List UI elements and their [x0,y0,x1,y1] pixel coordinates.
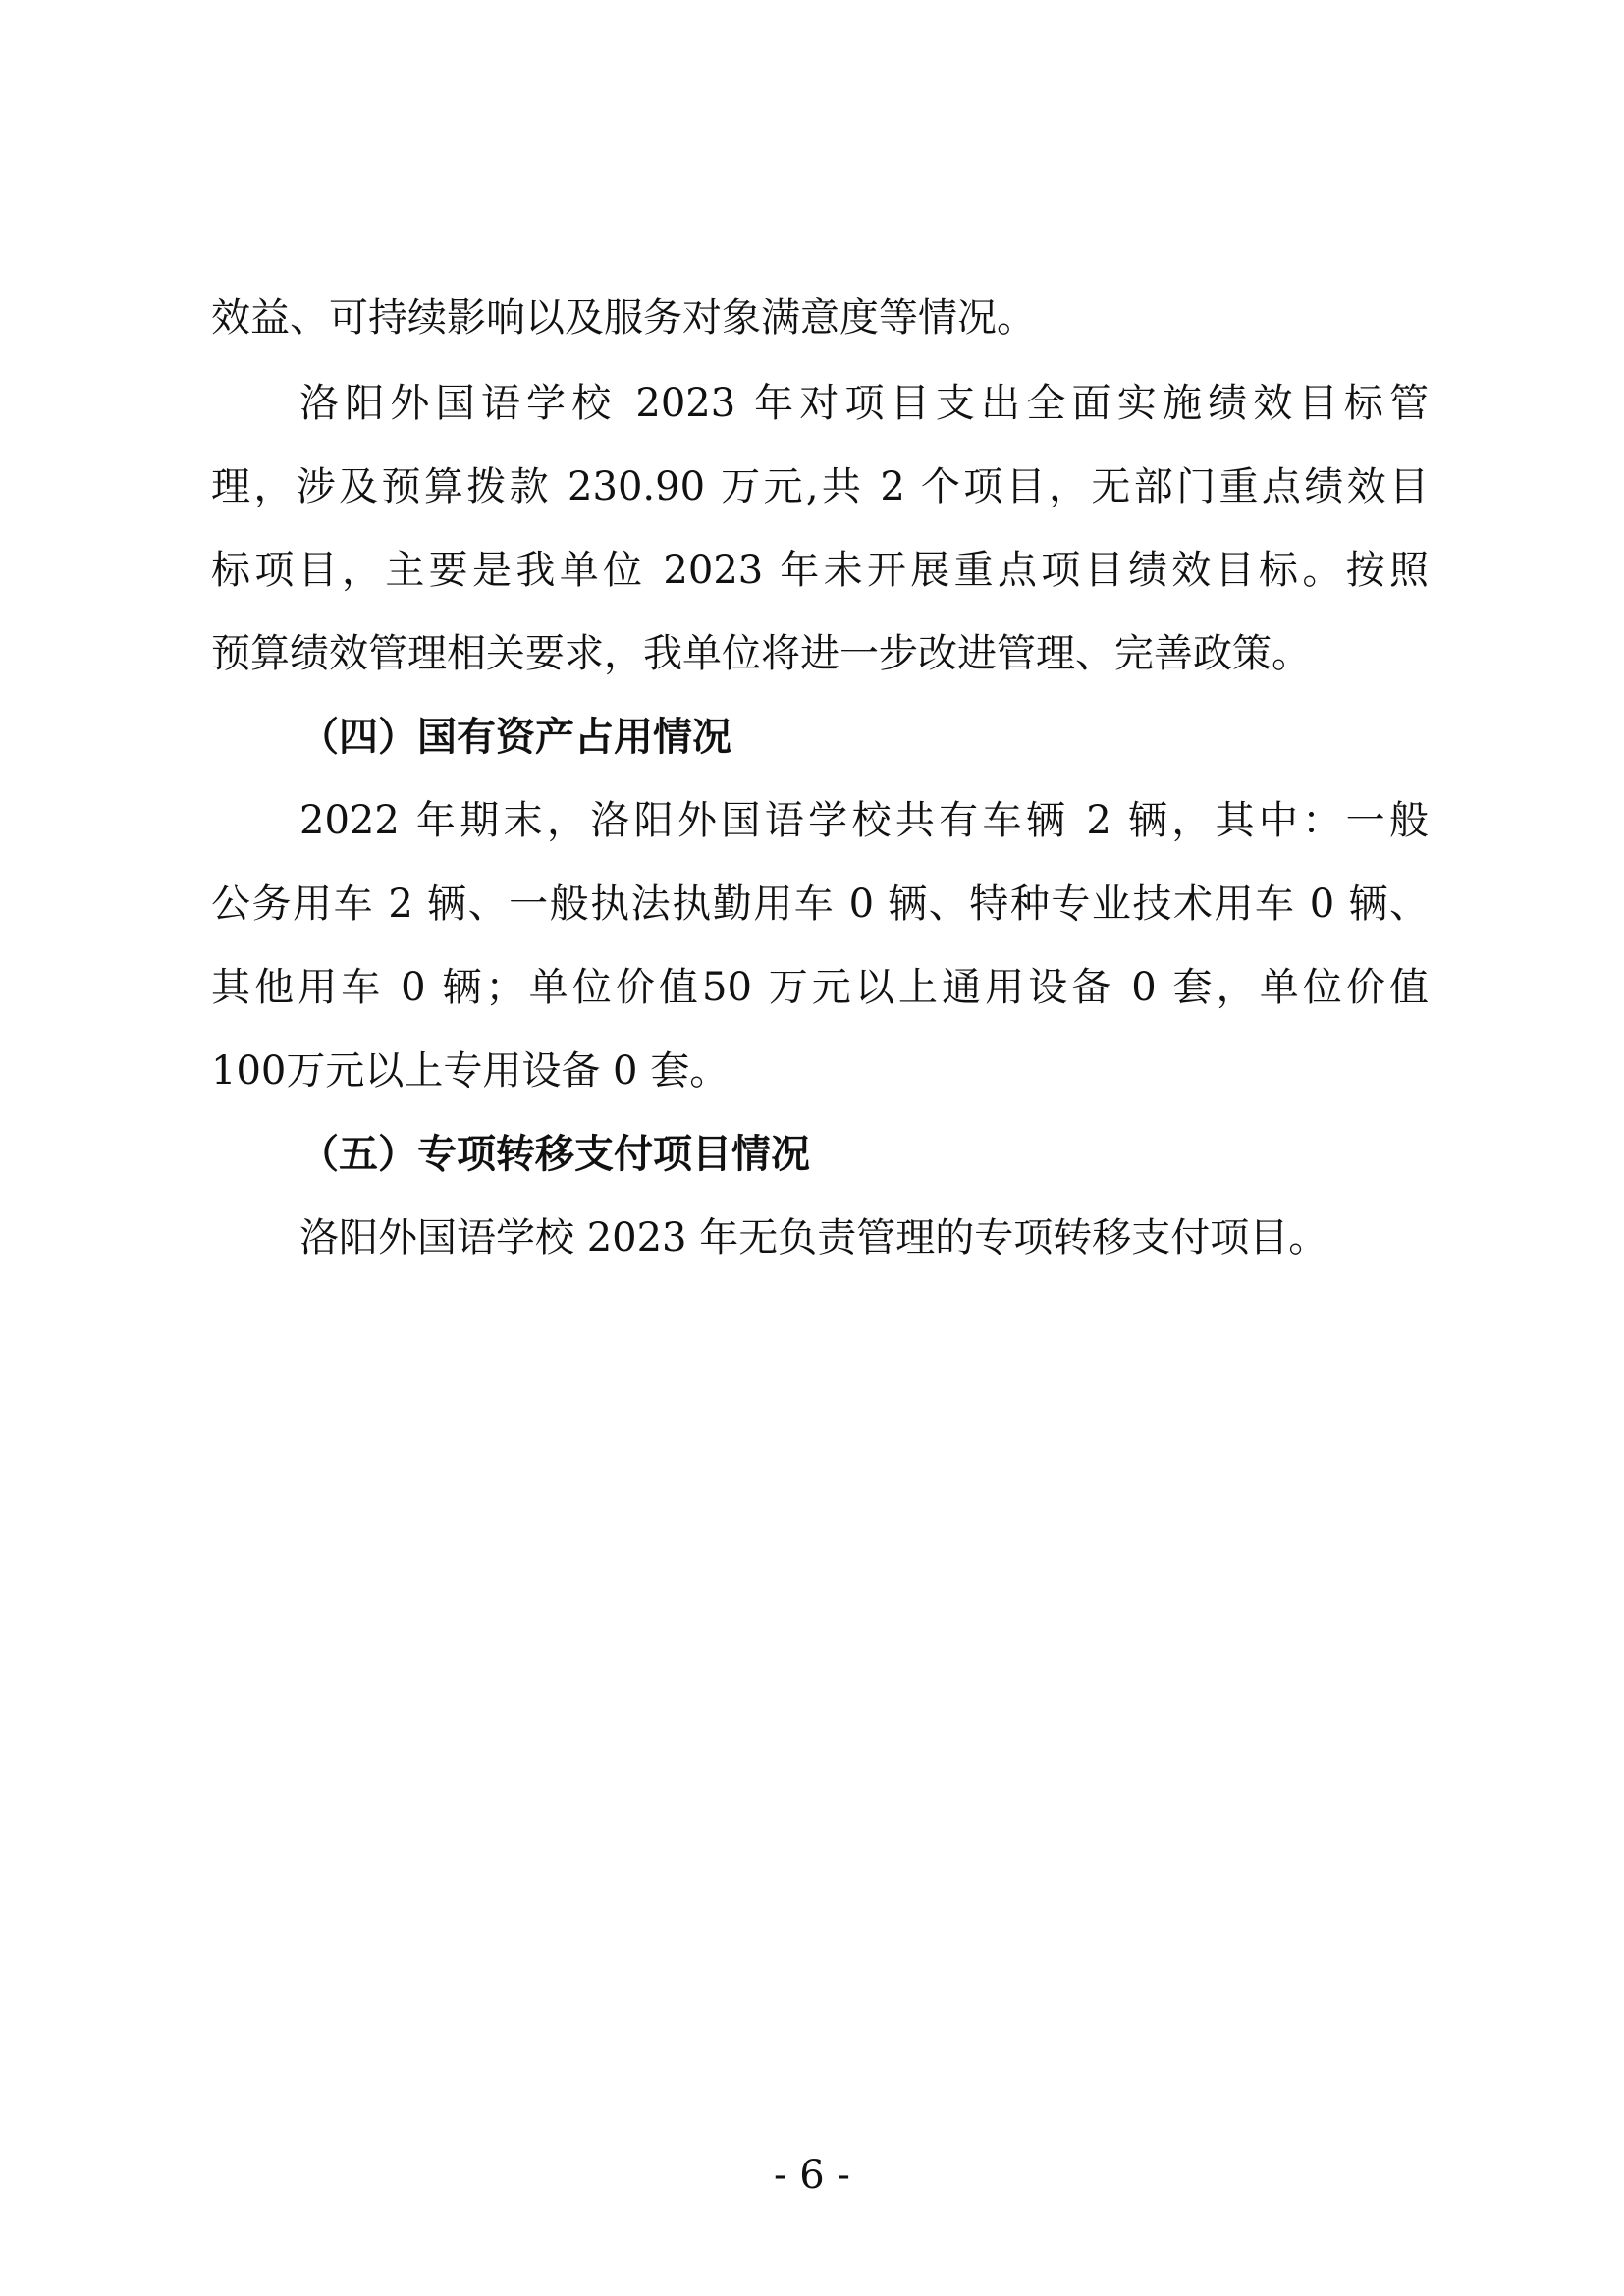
paragraph-line: 标项目，主要是我单位 2023 年未开展重点项目绩效目标。按照 [211,548,1429,593]
paragraph-line: 效益、可持续影响以及服务对象满意度等情况。 [211,295,1036,341]
page-number: - 6 - [774,2153,850,2198]
paragraph-line: 其他用车 0 辆；单位价值50 万元以上通用设备 0 套，单位价值 [211,965,1429,1010]
paragraph-line: 洛阳外国语学校 2023 年无负责管理的专项转移支付项目。 [299,1215,1328,1260]
paragraph-line: 洛阳外国语学校 2023 年对项目支出全面实施绩效目标管 [299,381,1429,426]
section-heading-5: （五）专项转移支付项目情况 [299,1132,810,1177]
paragraph-line: 100万元以上专用设备 0 套。 [211,1048,730,1094]
paragraph-line: 预算绩效管理相关要求，我单位将进一步改进管理、完善政策。 [211,631,1311,676]
paragraph-line: 理，涉及预算拨款 230.90 万元,共 2 个项目，无部门重点绩效目 [211,464,1429,509]
section-heading-4: （四）国有资产占用情况 [299,715,731,760]
paragraph-line: 2022 年期末，洛阳外国语学校共有车辆 2 辆，其中：一般 [299,798,1429,843]
paragraph-line: 公务用车 2 辆、一般执法执勤用车 0 辆、特种专业技术用车 0 辆、 [211,881,1429,927]
